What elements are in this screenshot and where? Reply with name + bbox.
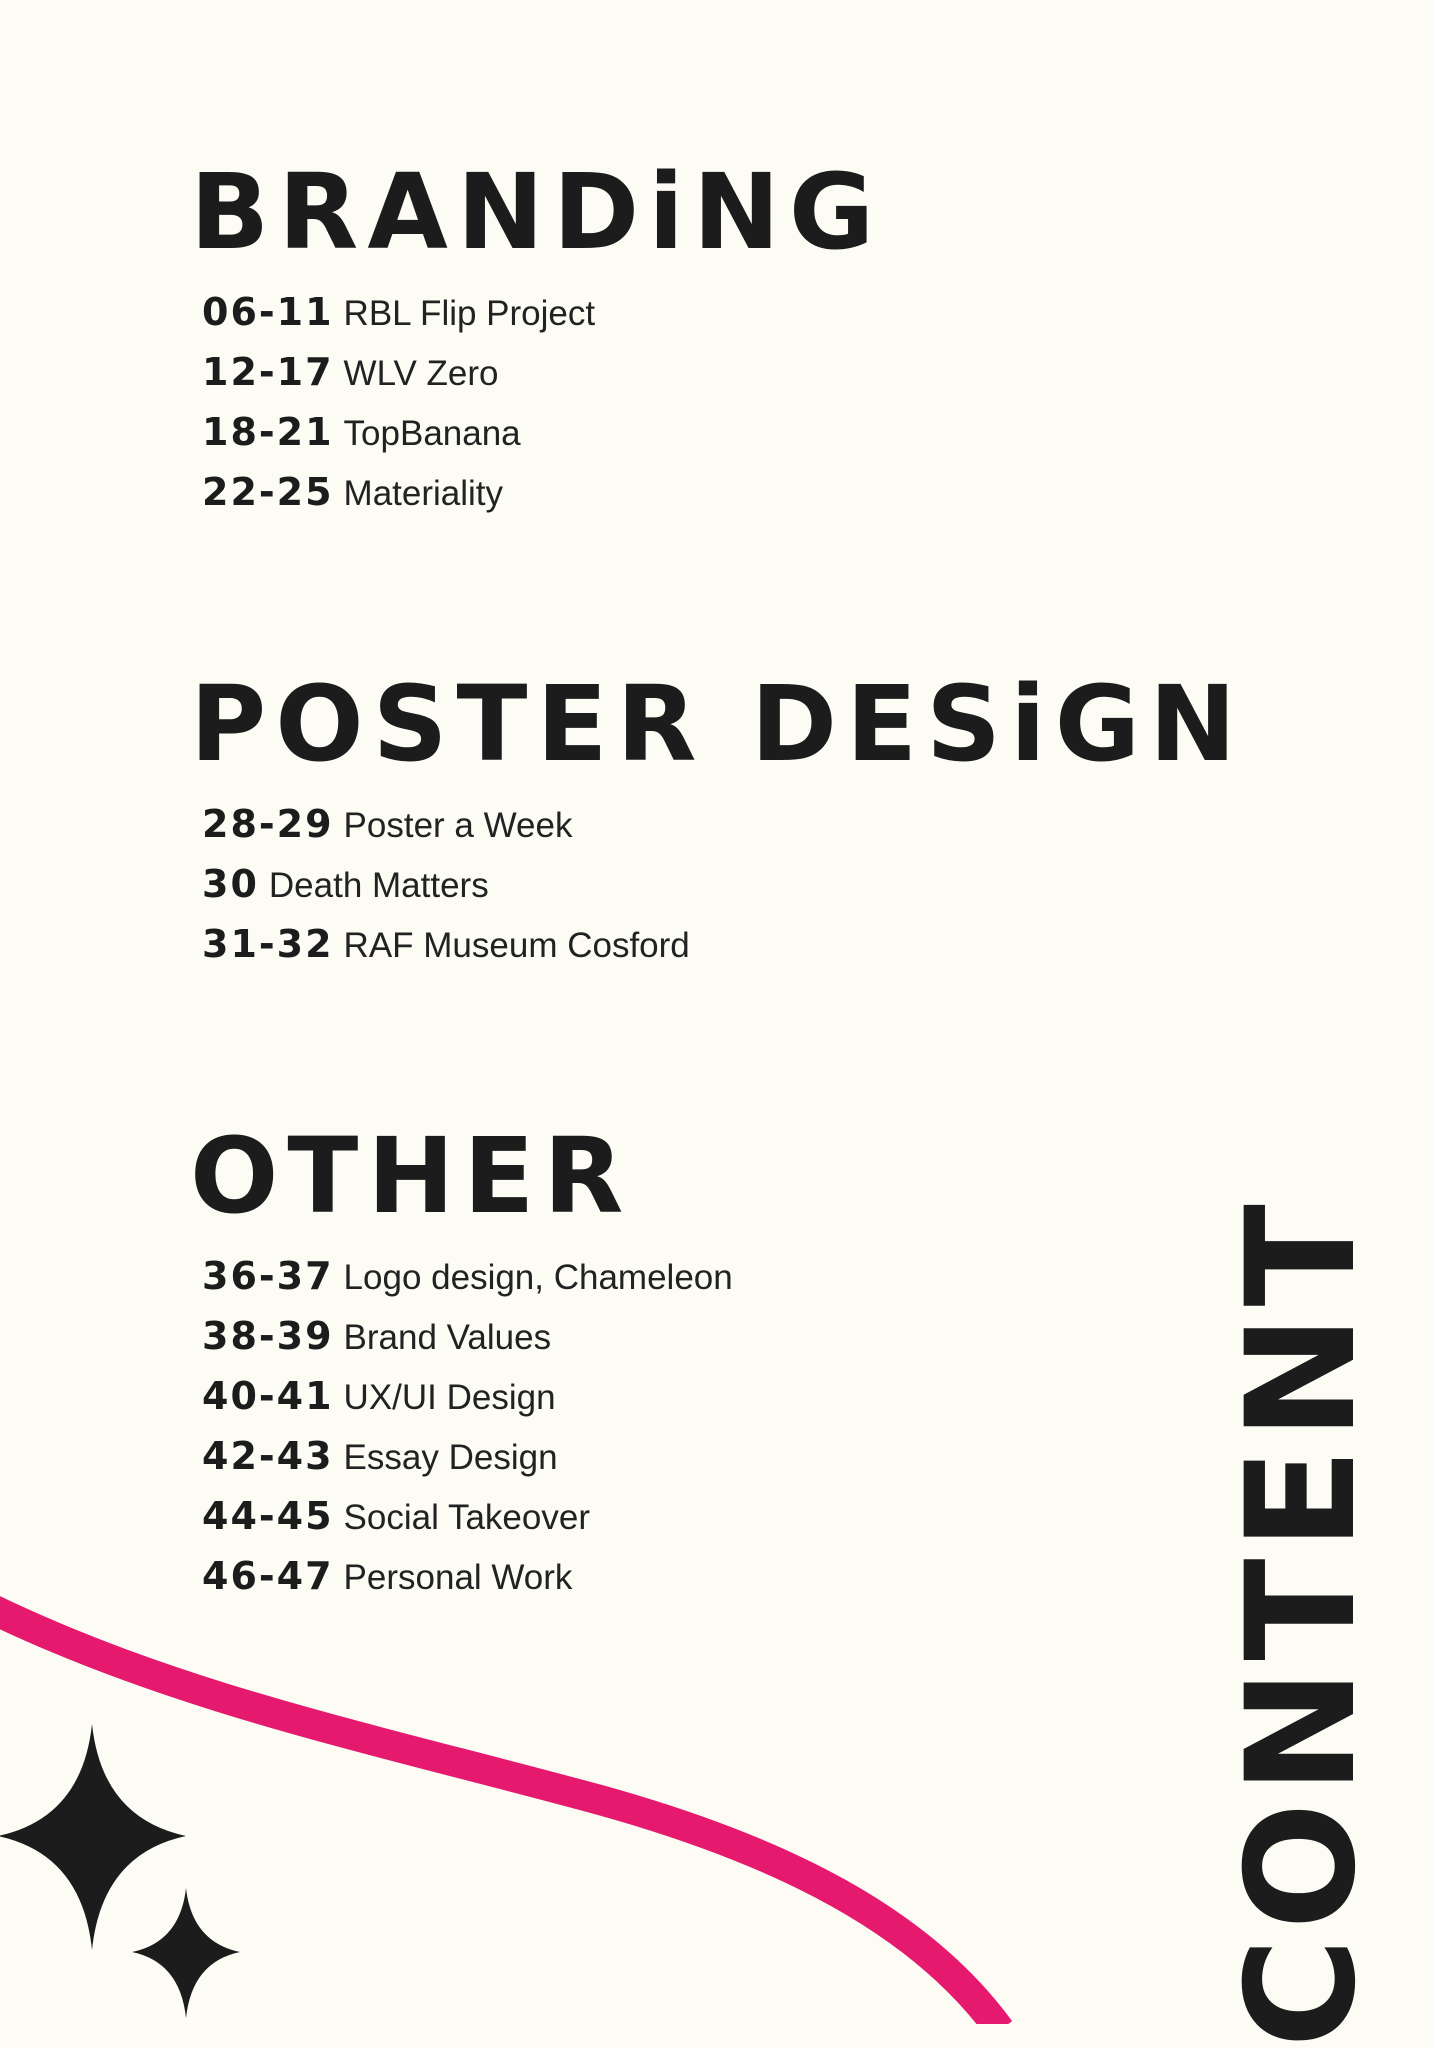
entry-title: RAF Museum Cosford	[343, 926, 690, 965]
sparkle-small-icon	[132, 1888, 240, 2018]
list-item	[202, 1434, 733, 1494]
section-branding	[190, 151, 884, 530]
entry-title: Materiality	[343, 474, 504, 513]
page-range: 40-41	[202, 1374, 334, 1418]
list-item	[202, 922, 1245, 982]
list-item	[202, 1314, 733, 1374]
page-range: 12-17	[202, 350, 334, 394]
list-item	[202, 470, 883, 530]
section-poster-design	[190, 663, 1246, 982]
list-item	[202, 1554, 733, 1614]
entry-title: Death Matters	[268, 866, 489, 905]
page-range: 44-45	[202, 1494, 334, 1538]
page-range: 36-37	[202, 1254, 334, 1298]
entry-list-other	[202, 1254, 733, 1614]
list-item	[202, 862, 1245, 922]
entry-title: Poster a Week	[343, 806, 573, 845]
page-range: 42-43	[202, 1434, 334, 1478]
page-range: 30	[202, 862, 259, 906]
list-item	[202, 1374, 733, 1434]
page-range: 38-39	[202, 1314, 334, 1358]
section-heading-other: OTHER	[190, 1115, 633, 1237]
pink-wave	[0, 1608, 1000, 2024]
section-heading-branding: BRANDiNG	[190, 151, 884, 273]
list-item	[202, 802, 1245, 862]
page-range: 06-11	[202, 290, 334, 334]
list-item	[202, 290, 883, 350]
entry-title: Essay Design	[343, 1438, 558, 1477]
section-heading-poster-design: POSTER DESiGN	[190, 663, 1246, 785]
entry-title: Brand Values	[343, 1318, 552, 1357]
list-item	[202, 410, 883, 470]
entry-list-branding	[202, 290, 883, 530]
page-range: 31-32	[202, 922, 334, 966]
list-item	[202, 1494, 733, 1554]
page-range: 28-29	[202, 802, 334, 846]
entry-title: Social Takeover	[343, 1498, 590, 1537]
section-other	[190, 1115, 733, 1614]
entry-title: Logo design, Chameleon	[343, 1258, 733, 1297]
side-title-content: CONTENT	[1215, 1196, 1389, 2048]
entry-title: Personal Work	[343, 1558, 573, 1597]
sparkle-large-icon	[0, 1724, 186, 1950]
entry-title: TopBanana	[343, 414, 521, 453]
entry-list-poster-design	[202, 802, 1245, 982]
page-range: 22-25	[202, 470, 334, 514]
list-item	[202, 350, 883, 410]
page-range: 18-21	[202, 410, 334, 454]
page-range: 46-47	[202, 1554, 334, 1598]
entry-title: WLV Zero	[343, 354, 499, 393]
entry-title: UX/UI Design	[343, 1378, 556, 1417]
entry-title: RBL Flip Project	[343, 294, 596, 333]
list-item	[202, 1254, 733, 1314]
